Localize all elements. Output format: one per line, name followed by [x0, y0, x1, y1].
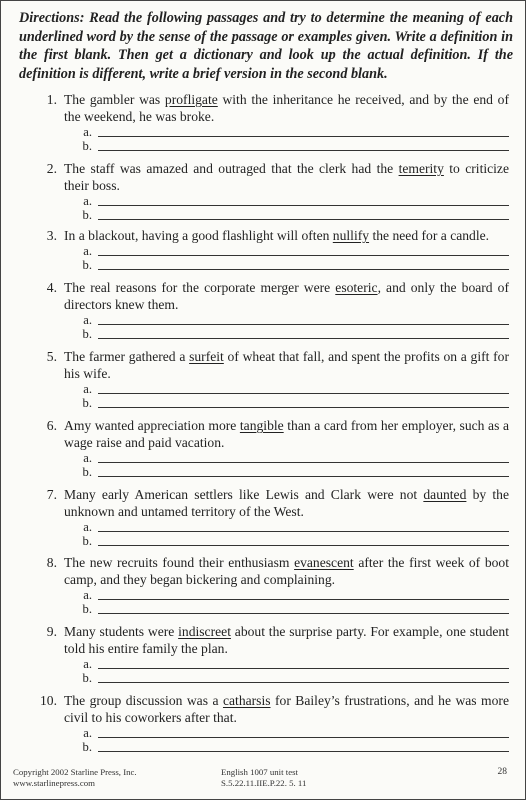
answer-blank-line[interactable] [98, 681, 509, 683]
answer-label: a. [83, 313, 92, 327]
question-number: 4. [46, 280, 57, 295]
question-text-before: The real reasons for the corporate merger were [64, 280, 336, 295]
answer-label: a. [83, 657, 92, 671]
answer-blank-line[interactable] [98, 530, 509, 532]
directions-text: Directions: Read the following passages and try to determine the meaning of each underlined word by the sense of the passage or examples given. Write a definition in the first blank. Then get a dictionary and look up the actual definition. If the definition is different, write a brief version in the second blank. [19, 10, 513, 82]
question-text-after: to criticize their boss. [64, 161, 509, 193]
question-row [31, 417, 509, 451]
question-item [31, 692, 509, 754]
answer-row [31, 194, 509, 208]
question-text [64, 227, 509, 244]
answer-row [31, 313, 509, 327]
question-text-before: Many students were [64, 624, 179, 639]
answer-row [31, 451, 509, 465]
answer-row [31, 534, 509, 548]
answer-row [31, 327, 509, 341]
answer-blank-line[interactable] [98, 135, 509, 137]
question-text-before: Many early American settlers like Lewis and Clark were not [64, 487, 424, 502]
question-row [31, 623, 509, 657]
question-text-after: with the inheritance he received, and by the end of the weekend, he was broke. [64, 92, 509, 124]
question-text [64, 486, 509, 520]
course-text: English 1007 unit test [221, 767, 298, 777]
question-text-before: The new recruits found their enthusiasm [64, 555, 295, 570]
answer-label: b. [82, 465, 92, 479]
answer-blank-line[interactable] [98, 268, 509, 270]
answer-row [31, 465, 509, 479]
question-item [31, 486, 509, 548]
answer-blank-line[interactable] [98, 323, 509, 325]
answer-blank-line[interactable] [98, 475, 509, 477]
question-number: 3. [46, 228, 57, 243]
question-text-after: for Bailey’s frustrations, and he was more civil to his coworkers after that. [64, 693, 509, 725]
answer-row [31, 588, 509, 602]
question-row [31, 227, 509, 244]
question-text-after: by the unknown and untamed territory of the West. [64, 487, 509, 519]
question-text-before: In a blackout, having a good flashlight will often [64, 228, 333, 243]
vocabulary-word: profligate [164, 92, 218, 107]
question-number: 7. [46, 487, 57, 502]
question-text [64, 91, 509, 125]
question-text-before: The group discussion was a [64, 693, 223, 708]
answer-label: b. [82, 740, 92, 754]
answer-label: b. [82, 139, 92, 153]
answer-label: b. [82, 671, 92, 685]
answer-blank-line[interactable] [98, 406, 509, 408]
answer-row [31, 396, 509, 410]
answer-row [31, 740, 509, 754]
footer-middle [221, 767, 306, 789]
question-number: 6. [46, 418, 57, 433]
question-text [64, 417, 509, 451]
answer-blank-line[interactable] [98, 204, 509, 206]
answer-row [31, 208, 509, 222]
answer-blank-line[interactable] [98, 598, 509, 600]
answer-label: a. [83, 451, 92, 465]
answer-row [31, 602, 509, 616]
question-text-before: Amy wanted appreciation more [64, 418, 240, 433]
question-text [64, 160, 509, 194]
vocabulary-word: daunted [423, 487, 467, 502]
question-number: 2. [46, 161, 57, 176]
answer-label: a. [83, 726, 92, 740]
vocabulary-word: indiscreet [178, 624, 231, 639]
answer-row [31, 139, 509, 153]
question-text [64, 279, 509, 313]
question-number: 10. [40, 693, 57, 708]
question-text-after: , and only the board of directors knew them. [64, 280, 509, 312]
answer-label: a. [83, 244, 92, 258]
answer-label: b. [82, 208, 92, 222]
vocabulary-word: tangible [239, 418, 284, 433]
vocabulary-word: catharsis [222, 693, 271, 708]
question-row [31, 692, 509, 726]
answer-blank-line[interactable] [98, 544, 509, 546]
answer-row [31, 657, 509, 671]
question-text-after: about the surprise party. For example, one student told his entire family the plan. [64, 624, 509, 656]
question-number: 8. [46, 555, 57, 570]
answer-label: a. [83, 382, 92, 396]
answer-label: a. [83, 588, 92, 602]
question-item [31, 554, 509, 616]
question-number: 1. [46, 92, 57, 107]
copyright-text: Copyright 2002 Starline Press, Inc. [13, 767, 137, 777]
vocabulary-word: evanescent [294, 555, 354, 570]
question-row [31, 160, 509, 194]
answer-label: b. [82, 602, 92, 616]
question-item [31, 348, 509, 410]
answer-blank-line[interactable] [98, 736, 509, 738]
answer-label: b. [82, 327, 92, 341]
question-item [31, 279, 509, 341]
answer-blank-line[interactable] [98, 149, 509, 151]
answer-label: b. [82, 534, 92, 548]
course-code-text: S.5.22.11.IIE.P.22. 5. 11 [221, 778, 307, 788]
answer-blank-line[interactable] [98, 392, 509, 394]
answer-label: a. [83, 194, 92, 208]
question-text-after: the need for a candle. [369, 228, 490, 243]
answer-blank-line[interactable] [98, 612, 509, 614]
vocabulary-word: surfeit [189, 349, 224, 364]
question-text [64, 692, 509, 726]
question-list [31, 91, 509, 754]
question-item [31, 417, 509, 479]
answer-label: b. [82, 396, 92, 410]
answer-blank-line[interactable] [98, 218, 509, 220]
question-item [31, 623, 509, 685]
question-text-before: The staff was amazed and outraged that the clerk had the [64, 161, 399, 176]
website-text: www.starlinepress.com [13, 778, 96, 788]
answer-blank-line[interactable] [98, 254, 509, 256]
question-number: 5. [46, 349, 57, 364]
answer-label: a. [83, 125, 92, 139]
question-item [31, 227, 509, 272]
question-item [31, 91, 509, 153]
question-text-after: of wheat that fall, and spent the profits on a gift for his wife. [64, 349, 509, 381]
question-text [64, 554, 509, 588]
page-number: 28 [497, 767, 507, 777]
answer-row [31, 726, 509, 740]
answer-label: a. [83, 520, 92, 534]
answer-blank-line[interactable] [98, 461, 509, 463]
question-row [31, 91, 509, 125]
question-text [64, 623, 509, 657]
vocabulary-word: temerity [398, 161, 444, 176]
question-row [31, 554, 509, 588]
question-text-after: than a card from her employer, such as a wage raise and paid vacation. [64, 418, 509, 450]
question-item [31, 160, 509, 222]
answer-row [31, 258, 509, 272]
answer-row [31, 382, 509, 396]
answer-row [31, 125, 509, 139]
question-text [64, 348, 509, 382]
question-text-before: The farmer gathered a [64, 349, 190, 364]
footer-left [13, 767, 137, 789]
answer-row [31, 671, 509, 685]
answer-blank-line[interactable] [98, 750, 509, 752]
answer-row [31, 244, 509, 258]
question-text-before: The gambler was [64, 92, 165, 107]
question-number: 9. [46, 624, 57, 639]
vocabulary-word: nullify [332, 228, 370, 243]
question-row [31, 486, 509, 520]
question-row [31, 279, 509, 313]
question-row [31, 348, 509, 382]
answer-label: b. [82, 258, 92, 272]
answer-row [31, 520, 509, 534]
answer-blank-line[interactable] [98, 337, 509, 339]
page-footer [1, 767, 525, 797]
question-text-after: after the first week of boot camp, and they began bickering and complaining. [64, 555, 509, 587]
answer-blank-line[interactable] [98, 667, 509, 669]
vocabulary-word: esoteric [335, 280, 378, 295]
